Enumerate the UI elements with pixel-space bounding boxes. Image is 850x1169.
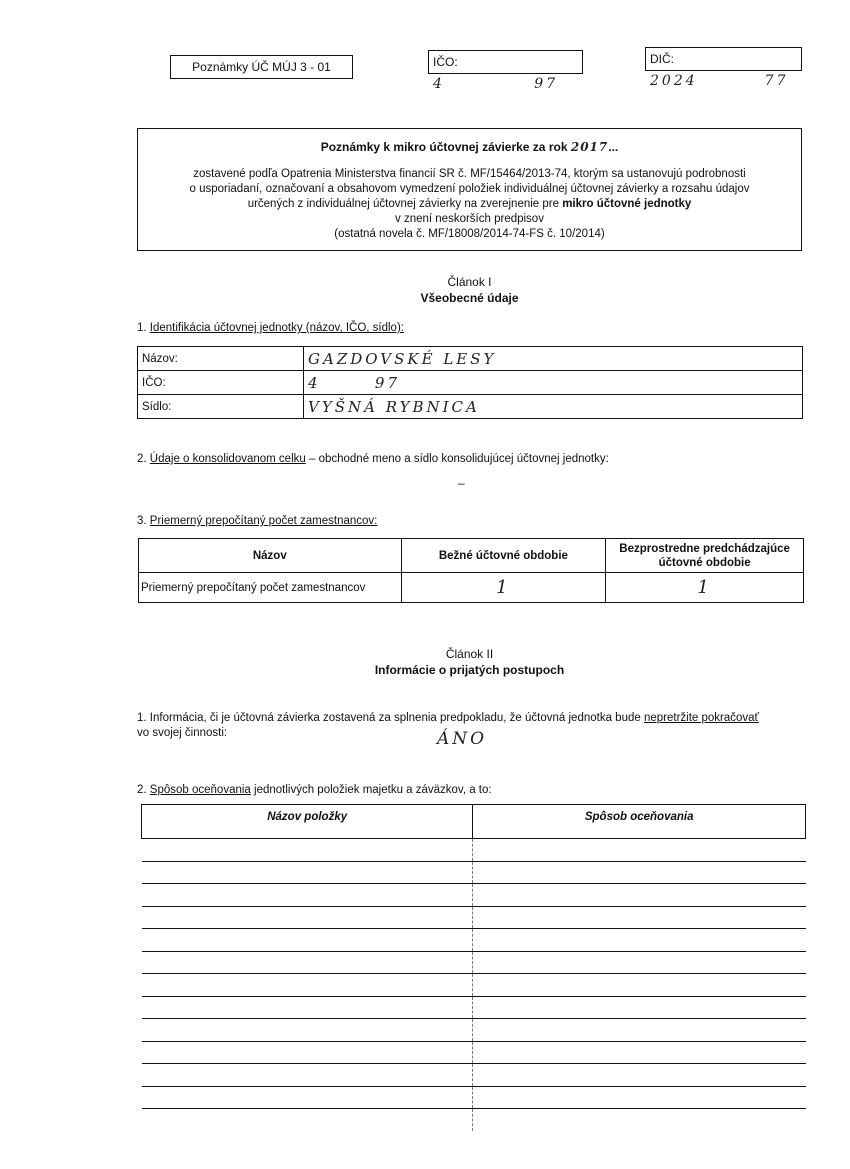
item-cell	[142, 951, 473, 974]
decree-line-3-prefix: určených z individuálnej účtovnej závierky na zverejnenie pre	[247, 198, 559, 210]
dic-label: DIČ:	[650, 52, 674, 66]
ico-row-value: 4 97	[308, 373, 401, 392]
table-row	[142, 951, 806, 974]
emp-row-label: Priemerný prepočítaný počet zamestnancov	[139, 573, 402, 603]
dic-box	[645, 47, 802, 89]
consolidation-answer: –	[458, 476, 465, 490]
going-concern-text: 1. Informácia, či je účtovná závierka zostavená za splnenia predpokladu, že účtovná jednotka bude	[137, 712, 641, 724]
item-cell	[142, 861, 473, 884]
identification-table	[137, 346, 803, 419]
emp-current-cell	[401, 573, 606, 603]
section-2-label: Údaje o konsolidovanom celku	[149, 453, 306, 465]
going-concern-answer: ÁNO	[437, 729, 488, 749]
table-row	[142, 1064, 806, 1087]
valuation-rest: jednotlivých položiek majetku a záväzkov, a to:	[250, 784, 492, 796]
method-cell	[473, 861, 806, 884]
item-cell	[142, 996, 473, 1019]
section-2-rest: – obchodné meno a sídlo konsolidujúcej účtovnej jednotky:	[305, 453, 609, 465]
table-row	[138, 395, 803, 419]
table-row	[142, 839, 806, 862]
section-valuation	[137, 784, 492, 796]
decree-line-4: v znení neskorších predpisov	[395, 213, 544, 225]
method-cell	[473, 884, 806, 907]
decree-line-5: (ostatná novela č. MF/18008/2014-74-FS č. 10/2014)	[334, 228, 605, 240]
method-cell	[473, 839, 806, 862]
table-row	[142, 1041, 806, 1064]
decree-line-3-bold: mikro účtovné jednotky	[562, 198, 692, 210]
section-3-number: 3.	[137, 515, 147, 527]
valuation-label: Spôsob oceňovania	[149, 784, 251, 796]
item-cell	[142, 884, 473, 907]
article-2-heading	[137, 646, 802, 678]
decree-title: Poznámky k mikro účtovnej závierke za rok	[320, 140, 568, 154]
form-code-box	[170, 55, 353, 79]
name-key: Názov:	[138, 347, 304, 371]
table-row	[142, 1109, 806, 1131]
section-3-label: Priemerný prepočítaný počet zamestnancov:	[149, 515, 378, 527]
item-cell	[142, 1086, 473, 1109]
table-row	[142, 884, 806, 907]
going-concern-underlined: nepretržite pokračovať	[643, 712, 759, 724]
method-cell	[473, 906, 806, 929]
employees-table	[138, 538, 804, 603]
method-cell	[473, 1086, 806, 1109]
article-1-number: Článok I	[447, 275, 492, 289]
table-row	[142, 1019, 806, 1042]
table-row	[142, 1086, 806, 1109]
section-consolidation	[137, 453, 609, 465]
decree-line-1: zostavené podľa Opatrenia Ministerstva financií SR č. MF/15464/2013-74, ktorým sa ustanovujú podrobnosti	[193, 168, 746, 180]
going-concern-line2: vo svojej činnosti:	[137, 727, 228, 739]
valuation-number: 2.	[137, 784, 147, 796]
method-cell	[473, 1109, 806, 1131]
section-identification	[137, 322, 404, 334]
article-1-title: Všeobecné údaje	[420, 291, 519, 305]
item-cell	[142, 974, 473, 997]
ico-box	[428, 50, 583, 92]
valuation-table	[141, 804, 806, 1131]
item-cell	[142, 1064, 473, 1087]
emp-previous-value: 1	[697, 577, 712, 598]
method-cell	[473, 951, 806, 974]
section-2-number: 2.	[137, 453, 147, 465]
col-header-method: Spôsob oceňovania	[473, 805, 806, 839]
table-header-row	[139, 539, 804, 573]
col-header-previous: Bezprostredne predchádzajúce účtovné obdobie	[606, 539, 804, 573]
section-employees	[137, 515, 377, 527]
method-cell	[473, 974, 806, 997]
method-cell	[473, 996, 806, 1019]
emp-previous-cell	[606, 573, 804, 603]
table-row	[138, 371, 803, 395]
name-value-cell	[304, 347, 803, 371]
ico-label: IČO:	[433, 55, 458, 69]
item-cell	[142, 1041, 473, 1064]
method-cell	[473, 1041, 806, 1064]
table-row	[138, 347, 803, 371]
decree-title-suffix: ...	[608, 140, 619, 154]
form-code: Poznámky ÚČ MÚJ 3 - 01	[192, 60, 331, 74]
method-cell	[473, 1064, 806, 1087]
col-header-name: Názov	[139, 539, 402, 573]
decree-line-3	[138, 197, 801, 212]
name-value: GAZDOVSKÉ LESY	[308, 349, 497, 368]
col-header-item: Názov položky	[142, 805, 473, 839]
table-header-row	[142, 805, 806, 839]
decree-title-line	[138, 140, 801, 155]
decree-year: 2017	[570, 140, 609, 154]
table-row	[142, 906, 806, 929]
dic-value: 2024 77	[650, 73, 789, 89]
decree-line-2: o usporiadaní, označovaní a obsahovom vymedzení položiek individuálnej účtovnej závierky a rozsahu údajov	[189, 183, 750, 195]
item-cell	[142, 929, 473, 952]
section-1-label: Identifikácia účtovnej jednotky (názov, IČO, sídlo):	[149, 322, 404, 334]
method-cell	[473, 1019, 806, 1042]
item-cell	[142, 906, 473, 929]
decree-box	[137, 128, 802, 251]
item-cell	[142, 1019, 473, 1042]
emp-current-value: 1	[496, 577, 511, 598]
article-1-heading	[137, 274, 802, 306]
table-row	[142, 996, 806, 1019]
seat-value-cell	[304, 395, 803, 419]
item-cell	[142, 1109, 473, 1131]
table-row	[142, 861, 806, 884]
table-row	[142, 929, 806, 952]
method-cell	[473, 929, 806, 952]
ico-key: IČO:	[138, 371, 304, 395]
table-row	[139, 573, 804, 603]
col-header-current: Bežné účtovné obdobie	[401, 539, 606, 573]
seat-value: VYŠNÁ RYBNICA	[308, 397, 480, 416]
seat-key: Sídlo:	[138, 395, 304, 419]
item-cell	[142, 839, 473, 862]
ico-value: 4 97	[433, 76, 559, 92]
article-2-number: Článok II	[445, 647, 494, 661]
article-2-title: Informácie o prijatých postupoch	[374, 663, 565, 677]
ico-value-cell	[304, 371, 803, 395]
section-1-number: 1.	[137, 322, 147, 334]
table-row	[142, 974, 806, 997]
